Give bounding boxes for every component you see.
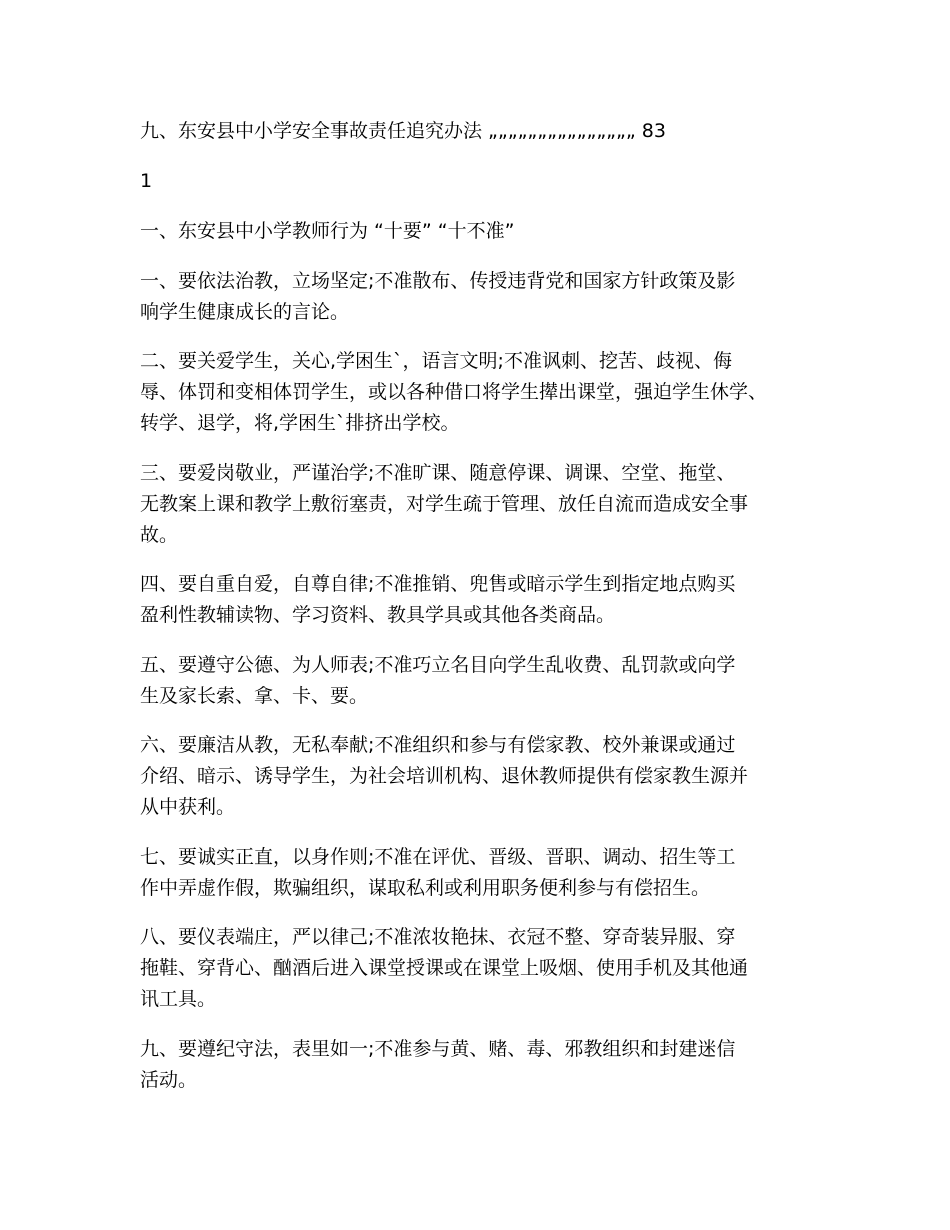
page-number: 1 bbox=[140, 170, 153, 192]
rule-item-2: 二、要关爱学生，关心,学困生`，语言文明;不准讽刺、挖苦、歧视、侮 辱、体罚和变相体罚学生，或以各种借口将学生撵出课堂，强迫学生休学、 转学、退学，将,学困生`排挤出学校。 bbox=[140, 350, 768, 434]
rule-item-4: 四、要自重自爱，自尊自律;不准推销、兜售或暗示学生到指定地点购买 盈利性教辅读物、学习资料、教具学具或其他各类商品。 bbox=[140, 573, 736, 626]
toc-entry: 九、东安县中小学安全事故责任追究办法 „„„„„„„„„„„„„„„ 83 bbox=[140, 120, 666, 142]
rule-item-7: 七、要诚实正直，以身作则;不准在评优、晋级、晋职、调动、招生等工 作中弄虚作假，欺骗组织，谋取私利或利用职务便利参与有偿招生。 bbox=[140, 846, 736, 899]
rule-item-9: 九、要遵纪守法，表里如一;不准参与黄、赌、毒、邪教组织和封建迷信 活动。 bbox=[140, 1038, 736, 1091]
rule-item-8: 八、要仪表端庄，严以律己;不准浓妆艳抹、衣冠不整、穿奇装异服、穿 拖鞋、穿背心、酗酒后进入课堂授课或在课堂上吸烟、使用手机及其他通 讯工具。 bbox=[140, 926, 749, 1010]
rule-item-6: 六、要廉洁从教，无私奉献;不准组织和参与有偿家教、校外兼课或通过 介绍、暗示、诱导学生，为社会培训机构、退休教师提供有偿家教生源并 从中获利。 bbox=[140, 734, 749, 818]
rule-item-5: 五、要遵守公德、为人师表;不准巧立名目向学生乱收费、乱罚款或向学 生及家长索、拿、卡、要。 bbox=[140, 654, 736, 707]
rule-item-3: 三、要爱岗敬业，严谨治学;不准旷课、随意停课、调课、空堂、拖堂、 无教案上课和教学上敷衍塞责，对学生疏于管理、放任自流而造成安全事 故。 bbox=[140, 462, 749, 546]
rule-item-1: 一、要依法治教，立场坚定;不准散布、传授违背党和国家方针政策及影 响学生健康成长的言论。 bbox=[140, 270, 736, 323]
section-title: 一、东安县中小学教师行为 “十要” “十不准” bbox=[140, 220, 515, 242]
